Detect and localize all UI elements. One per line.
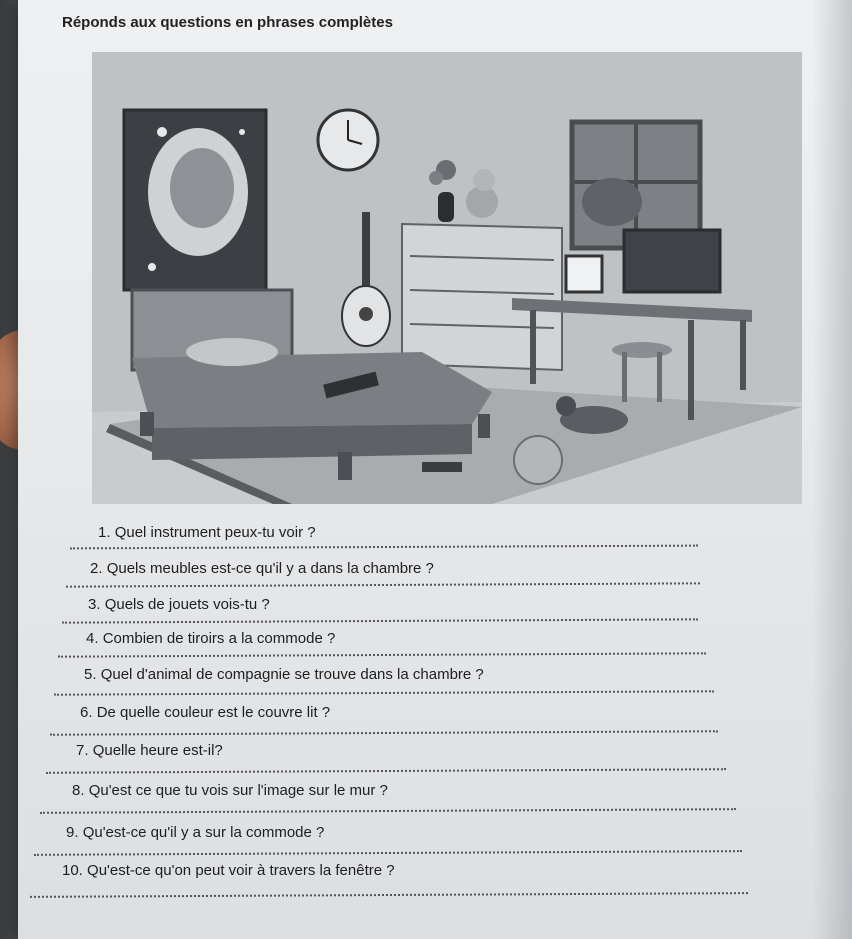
question-number: 6.	[80, 704, 93, 721]
wall-clock	[318, 110, 378, 170]
question-number: 5.	[84, 666, 97, 683]
question-7	[76, 742, 223, 759]
question-9	[66, 824, 324, 841]
question-4	[86, 630, 335, 647]
computer-monitor	[624, 230, 720, 292]
question-number: 3.	[88, 596, 101, 613]
question-1	[98, 524, 316, 541]
question-10	[62, 862, 395, 879]
worksheet-instructions: Réponds aux questions en phrases complètes	[62, 14, 393, 31]
ball	[514, 436, 562, 484]
question-8	[72, 782, 388, 799]
question-number: 1.	[98, 524, 111, 541]
question-2	[90, 560, 434, 577]
question-text: Quel d'animal de compagnie se trouve dans la chambre ?	[100, 666, 484, 683]
toy-car	[422, 462, 462, 472]
question-number: 2.	[90, 560, 103, 577]
question-number: 8.	[72, 782, 85, 799]
question-number: 10.	[62, 862, 83, 879]
question-text: Qu'est ce que tu vois sur l'image sur le mur ?	[88, 782, 388, 799]
question-number: 4.	[86, 630, 99, 647]
space-poster	[124, 110, 266, 290]
question-number: 9.	[66, 824, 79, 841]
question-text: Qu'est-ce qu'il y a sur la commode ?	[82, 824, 325, 841]
question-number: 7.	[76, 742, 89, 759]
question-text: Qu'est-ce qu'on peut voir à travers la fenêtre ?	[87, 862, 395, 879]
question-5	[84, 666, 484, 683]
question-3	[88, 596, 270, 613]
picture-frame	[566, 256, 602, 292]
question-text: Quel instrument peux-tu voir ?	[114, 524, 316, 541]
dresser	[402, 224, 562, 370]
paper-shadow-edge	[812, 0, 852, 939]
question-text: Quels de jouets vois-tu ?	[104, 596, 270, 613]
question-6	[80, 704, 330, 721]
question-text: De quelle couleur est le couvre lit ?	[96, 704, 331, 721]
question-text: Quels meubles est-ce qu'il y a dans la chambre ?	[106, 560, 434, 577]
question-text: Quelle heure est-il?	[92, 742, 223, 759]
question-text: Combien de tiroirs a la commode ?	[102, 630, 336, 647]
bedroom-illustration	[92, 52, 802, 504]
